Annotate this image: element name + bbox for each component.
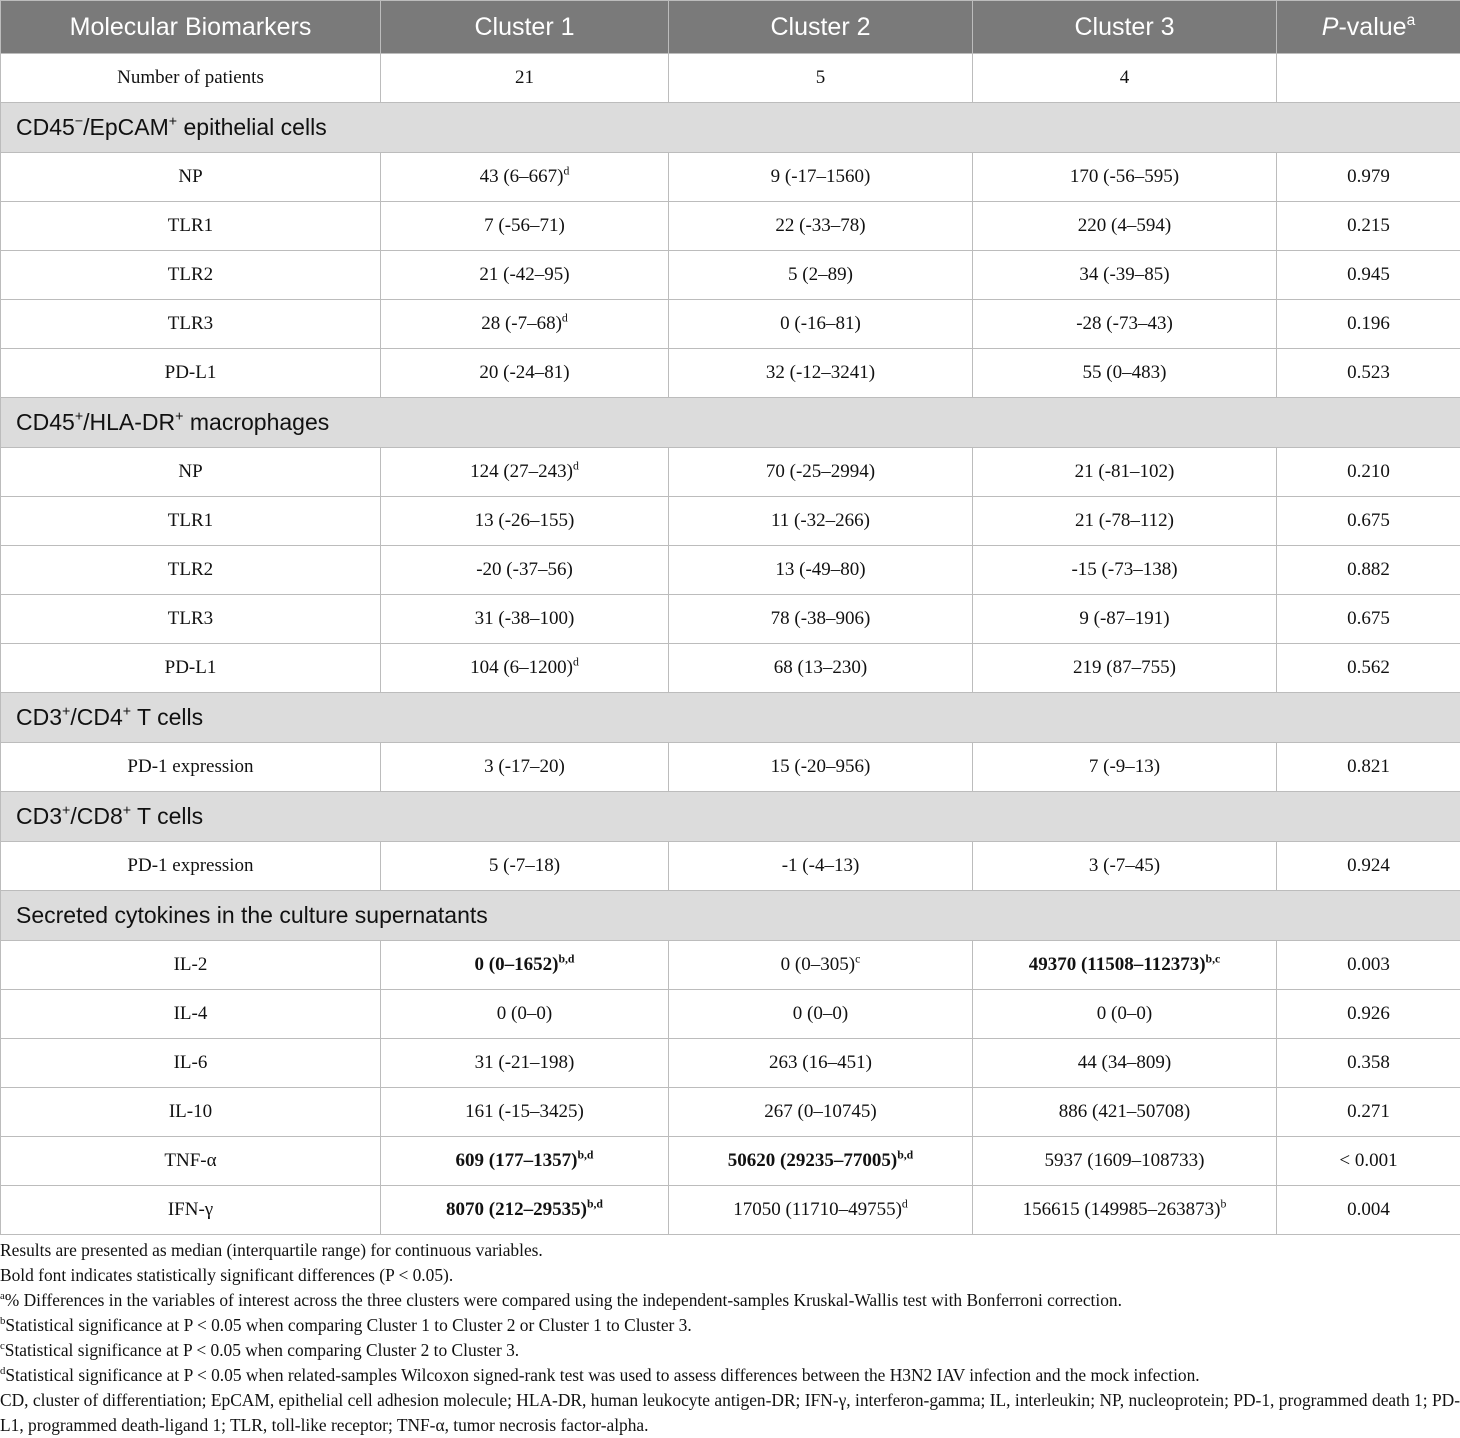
row-label: PD-L1 bbox=[1, 644, 381, 693]
cluster-3-value: 55 (0–483) bbox=[973, 349, 1277, 398]
cluster-2-value: 5 (2–89) bbox=[669, 251, 973, 300]
cluster-1-value: 7 (-56–71) bbox=[381, 202, 669, 251]
footnote-b: $^b$Statistical significance at P < 0.05 when comparing Cluster 1 to Cluster 2 or Cluster 1 to Cluster 3. bbox=[0, 1313, 1460, 1338]
cluster-2-value: 78 (-38–906) bbox=[669, 595, 973, 644]
cluster-2-value: 263 (16–451) bbox=[669, 1039, 973, 1088]
table-row bbox=[1, 251, 1460, 300]
p-value: 0.926 bbox=[1277, 990, 1460, 1039]
cluster-3-value: 219 (87–755) bbox=[973, 644, 1277, 693]
row-label: IL-10 bbox=[1, 1088, 381, 1137]
cluster-3-value: 49370 $(11508-112373)^{b,c}$ bbox=[973, 941, 1277, 990]
cluster-1-value: 0 (0–0) bbox=[381, 990, 669, 1039]
row-label: IL-2 bbox=[1, 941, 381, 990]
p-value: 0.924 bbox=[1277, 842, 1460, 891]
table-row bbox=[1, 941, 1460, 990]
p-value: 0.271 bbox=[1277, 1088, 1460, 1137]
table-row bbox=[1, 595, 1460, 644]
p-value: 0.358 bbox=[1277, 1039, 1460, 1088]
cluster-3-value: -28 (-73–43) bbox=[973, 300, 1277, 349]
header-cluster-1: Cluster 1 bbox=[381, 1, 669, 54]
cluster-2-value: 70 (-25–2994) bbox=[669, 448, 973, 497]
cluster-3-value: 886 (421–50708) bbox=[973, 1088, 1277, 1137]
table-row bbox=[1, 448, 1460, 497]
row-label: TLR1 bbox=[1, 202, 381, 251]
section-title: CD3+/CD8+ T cells bbox=[1, 792, 1460, 842]
cluster-1-value: 28 $(-7-68)^d$ bbox=[381, 300, 669, 349]
patients-cluster-3: 4 bbox=[973, 54, 1277, 103]
cluster-1-value: -20 (-37–56) bbox=[381, 546, 669, 595]
cluster-2-value: 17050 $(11710-49755)^d$ bbox=[669, 1186, 973, 1235]
footnotes bbox=[0, 1238, 1460, 1438]
section-header-row bbox=[1, 398, 1460, 448]
table-row bbox=[1, 153, 1460, 202]
p-value: < 0.001 bbox=[1277, 1137, 1460, 1186]
cluster-2-value: 11 (-32–266) bbox=[669, 497, 973, 546]
row-label: PD-1 expression bbox=[1, 842, 381, 891]
row-label: TLR2 bbox=[1, 251, 381, 300]
section-header-row bbox=[1, 792, 1460, 842]
p-value: 0.882 bbox=[1277, 546, 1460, 595]
footnote-c: $^c$Statistical significance at P < 0.05 when comparing Cluster 2 to Cluster 3. bbox=[0, 1338, 1460, 1363]
table-row bbox=[1, 990, 1460, 1039]
cluster-3-value: 9 (-87–191) bbox=[973, 595, 1277, 644]
cluster-1-value: 31 (-38–100) bbox=[381, 595, 669, 644]
table-row bbox=[1, 743, 1460, 792]
row-label: PD-L1 bbox=[1, 349, 381, 398]
table-row bbox=[1, 202, 1460, 251]
header-molecular-biomarkers: Molecular Biomarkers bbox=[1, 1, 381, 54]
section-title: CD45−/EpCAM+ epithelial cells bbox=[1, 103, 1460, 153]
table-row bbox=[1, 644, 1460, 693]
cluster-2-value: 0 $(0-305)^c$ bbox=[669, 941, 973, 990]
cluster-1-value: 0 $(0-1652)^{b,d}$ bbox=[381, 941, 669, 990]
section-title: CD45+/HLA-DR+ macrophages bbox=[1, 398, 1460, 448]
cluster-1-value: 161 (-15–3425) bbox=[381, 1088, 669, 1137]
p-value: 0.210 bbox=[1277, 448, 1460, 497]
footnote-a: $^a$% Differences in the variables of interest across the three clusters were compared using the independent-samples Kruskal-Wallis test with Bonferroni correction. bbox=[0, 1288, 1460, 1313]
cluster-3-value: 156615 $(149985-263873)^b$ bbox=[973, 1186, 1277, 1235]
patients-row bbox=[1, 54, 1460, 103]
cluster-1-value: 3 (-17–20) bbox=[381, 743, 669, 792]
cluster-2-value: 9 (-17–1560) bbox=[669, 153, 973, 202]
p-value: 0.979 bbox=[1277, 153, 1460, 202]
cluster-2-value: 68 (13–230) bbox=[669, 644, 973, 693]
cluster-1-value: 20 (-24–81) bbox=[381, 349, 669, 398]
row-label: TNF-α bbox=[1, 1137, 381, 1186]
table-header-row bbox=[1, 1, 1460, 54]
cluster-1-value: 8070 $(212-29535)^{b,d}$ bbox=[381, 1186, 669, 1235]
cluster-1-value: 21 (-42–95) bbox=[381, 251, 669, 300]
cluster-3-value: 5937 (1609–108733) bbox=[973, 1137, 1277, 1186]
row-label: IFN-γ bbox=[1, 1186, 381, 1235]
footnote-abbreviations: CD, cluster of differentiation; EpCAM, epithelial cell adhesion molecule; HLA-DR, human leukocyte antigen-DR; IFN-γ, interferon-gamma; IL, interleukin; NP, nucleoprotein; PD-1, programmed death 1; PD-L1, programmed death-ligand 1; TLR, toll-like receptor; TNF-α, tumor necrosis factor-alpha. bbox=[0, 1388, 1460, 1438]
section-header-row bbox=[1, 891, 1460, 941]
cluster-1-value: 5 (-7–18) bbox=[381, 842, 669, 891]
footnote-results: Results are presented as median (interquartile range) for continuous variables. bbox=[0, 1238, 1460, 1263]
table-row bbox=[1, 842, 1460, 891]
cluster-3-value: 3 (-7–45) bbox=[973, 842, 1277, 891]
section-title: Secreted cytokines in the culture supernatants bbox=[1, 891, 1460, 941]
row-label: TLR3 bbox=[1, 595, 381, 644]
row-label: IL-6 bbox=[1, 1039, 381, 1088]
row-label: NP bbox=[1, 153, 381, 202]
cluster-2-value: -1 (-4–13) bbox=[669, 842, 973, 891]
cluster-3-value: 44 (34–809) bbox=[973, 1039, 1277, 1088]
header-cluster-2: Cluster 2 bbox=[669, 1, 973, 54]
cluster-1-value: 43 $(6-667)^d$ bbox=[381, 153, 669, 202]
cluster-3-value: -15 (-73–138) bbox=[973, 546, 1277, 595]
table-row bbox=[1, 1137, 1460, 1186]
cluster-1-value: 609 $(177-1357)^{b,d}$ bbox=[381, 1137, 669, 1186]
cluster-3-value: 170 (-56–595) bbox=[973, 153, 1277, 202]
p-value: 0.821 bbox=[1277, 743, 1460, 792]
section-header-row bbox=[1, 103, 1460, 153]
cluster-2-value: 15 (-20–956) bbox=[669, 743, 973, 792]
section-title: CD3+/CD4+ T cells bbox=[1, 693, 1460, 743]
p-value: 0.945 bbox=[1277, 251, 1460, 300]
section-header-row bbox=[1, 693, 1460, 743]
row-label: IL-4 bbox=[1, 990, 381, 1039]
footnote-d: $^d$Statistical significance at P < 0.05 when related-samples Wilcoxon signed-rank test was used to assess differences between the H3N2 IAV infection and the mock infection. bbox=[0, 1363, 1460, 1388]
p-value: 0.004 bbox=[1277, 1186, 1460, 1235]
cluster-1-value: 124 $(27-243)^d$ bbox=[381, 448, 669, 497]
cluster-1-value: 104 $(6-1200)^d$ bbox=[381, 644, 669, 693]
row-label: TLR3 bbox=[1, 300, 381, 349]
p-value: 0.675 bbox=[1277, 497, 1460, 546]
header-cluster-3: Cluster 3 bbox=[973, 1, 1277, 54]
cluster-2-value: 32 (-12–3241) bbox=[669, 349, 973, 398]
p-value: 0.003 bbox=[1277, 941, 1460, 990]
footnote-bold: Bold font indicates statistically significant differences (P < 0.05). bbox=[0, 1263, 1460, 1288]
cluster-1-value: 31 (-21–198) bbox=[381, 1039, 669, 1088]
table-row bbox=[1, 497, 1460, 546]
table-row bbox=[1, 1039, 1460, 1088]
p-value: 0.196 bbox=[1277, 300, 1460, 349]
p-value: 0.675 bbox=[1277, 595, 1460, 644]
cluster-3-value: 21 (-78–112) bbox=[973, 497, 1277, 546]
row-label: NP bbox=[1, 448, 381, 497]
cluster-3-value: 7 (-9–13) bbox=[973, 743, 1277, 792]
table-row bbox=[1, 300, 1460, 349]
patients-cluster-1: 21 bbox=[381, 54, 669, 103]
cluster-2-value: 267 (0–10745) bbox=[669, 1088, 973, 1137]
cluster-2-value: 0 (-16–81) bbox=[669, 300, 973, 349]
table-row bbox=[1, 1088, 1460, 1137]
cluster-2-value: 0 (0–0) bbox=[669, 990, 973, 1039]
header-p-value: P-value$^a$ bbox=[1277, 1, 1460, 54]
row-label: PD-1 expression bbox=[1, 743, 381, 792]
cluster-3-value: 220 (4–594) bbox=[973, 202, 1277, 251]
p-value: 0.215 bbox=[1277, 202, 1460, 251]
cluster-3-value: 21 (-81–102) bbox=[973, 448, 1277, 497]
table-row bbox=[1, 546, 1460, 595]
cluster-3-value: 34 (-39–85) bbox=[973, 251, 1277, 300]
patients-cluster-2: 5 bbox=[669, 54, 973, 103]
p-value: 0.562 bbox=[1277, 644, 1460, 693]
cluster-2-value: 22 (-33–78) bbox=[669, 202, 973, 251]
table-row bbox=[1, 349, 1460, 398]
patients-p-value bbox=[1277, 54, 1460, 103]
patients-label: Number of patients bbox=[1, 54, 381, 103]
cluster-2-value: 13 (-49–80) bbox=[669, 546, 973, 595]
row-label: TLR2 bbox=[1, 546, 381, 595]
cluster-3-value: 0 (0–0) bbox=[973, 990, 1277, 1039]
cluster-1-value: 13 (-26–155) bbox=[381, 497, 669, 546]
cluster-2-value: 50620 $(29235-77005)^{b,d}$ bbox=[669, 1137, 973, 1186]
table-row bbox=[1, 1186, 1460, 1235]
p-value: 0.523 bbox=[1277, 349, 1460, 398]
row-label: TLR1 bbox=[1, 497, 381, 546]
